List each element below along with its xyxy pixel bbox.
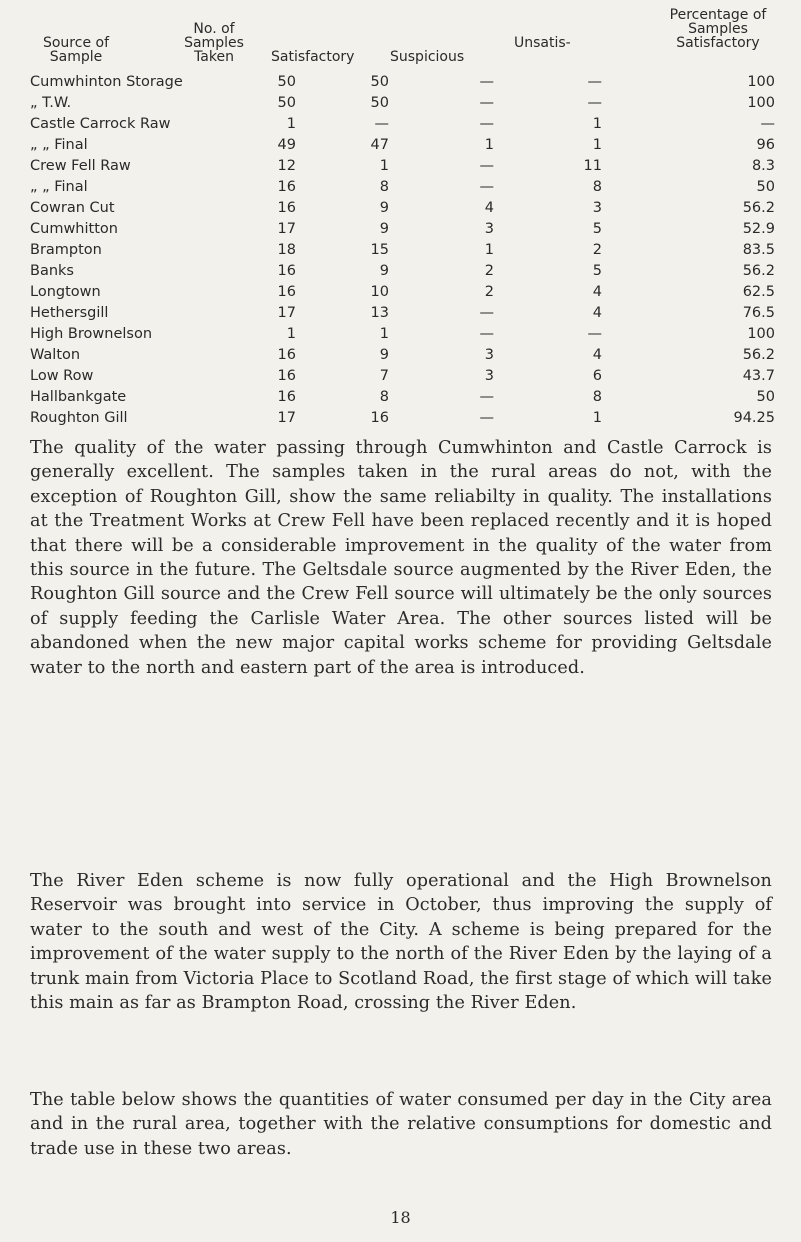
percentage-cell: —	[760, 116, 775, 132]
samples-taken-cell: 49	[277, 137, 296, 153]
page-number: 18	[390, 1208, 411, 1227]
percentage-cell: 83.5	[742, 242, 775, 258]
header-unsatisfactory: Unsatis-	[514, 35, 571, 51]
samples-taken-cell: 18	[277, 242, 296, 258]
table-row	[30, 366, 775, 387]
table-row	[30, 114, 775, 135]
suspicious-cell: —	[479, 74, 494, 90]
table-row	[30, 387, 775, 408]
header-satisfactory: Satisfactory	[271, 49, 355, 65]
suspicious-cell: 4	[484, 200, 494, 216]
source-cell: Hethersgill	[30, 305, 109, 321]
unsatisfactory-cell: 1	[592, 410, 602, 426]
unsatisfactory-cell: 4	[592, 347, 602, 363]
percentage-cell: 50	[756, 179, 775, 195]
table-body	[30, 72, 775, 429]
source-cell: Roughton Gill	[30, 410, 128, 426]
suspicious-cell: —	[479, 179, 494, 195]
suspicious-cell: —	[479, 305, 494, 321]
suspicious-cell: —	[479, 95, 494, 111]
unsatisfactory-cell: 6	[592, 368, 602, 384]
samples-taken-cell: 50	[277, 74, 296, 90]
table-row	[30, 219, 775, 240]
satisfactory-cell: 9	[379, 221, 389, 237]
percentage-cell: 52.9	[742, 221, 775, 237]
unsatisfactory-cell: 1	[592, 137, 602, 153]
satisfactory-cell: 1	[379, 158, 389, 174]
source-cell: Crew Fell Raw	[30, 158, 131, 174]
samples-taken-cell: 17	[277, 305, 296, 321]
suspicious-cell: 2	[484, 263, 494, 279]
paragraph-table-intro: The table below shows the quantities of water consumed per day in the City area and in the rural area, together with the relative consumptions for domestic and trade use in these two areas.	[30, 1090, 772, 1159]
satisfactory-cell: 13	[370, 305, 389, 321]
percentage-cell: 62.5	[742, 284, 775, 300]
table-row	[30, 240, 775, 261]
satisfactory-cell: 16	[370, 410, 389, 426]
percentage-cell: 43.7	[742, 368, 775, 384]
satisfactory-cell: 9	[379, 200, 389, 216]
source-cell: „ „ Final	[30, 179, 88, 195]
source-cell: Cumwhitton	[30, 221, 118, 237]
suspicious-cell: 3	[484, 368, 494, 384]
table-row	[30, 177, 775, 198]
percentage-cell: 94.25	[733, 410, 775, 426]
samples-taken-cell: 16	[277, 284, 296, 300]
table-row	[30, 282, 775, 303]
unsatisfactory-cell: 11	[583, 158, 602, 174]
unsatisfactory-cell: 8	[592, 389, 602, 405]
samples-taken-cell: 16	[277, 368, 296, 384]
unsatisfactory-cell: 5	[592, 263, 602, 279]
satisfactory-cell: 47	[370, 137, 389, 153]
suspicious-cell: 3	[484, 347, 494, 363]
satisfactory-cell: 15	[370, 242, 389, 258]
samples-taken-cell: 16	[277, 347, 296, 363]
table-row	[30, 261, 775, 282]
suspicious-cell: 2	[484, 284, 494, 300]
table-row	[30, 324, 775, 345]
unsatisfactory-cell: 2	[592, 242, 602, 258]
samples-taken-cell: 17	[277, 410, 296, 426]
header-source: Source of Sample	[42, 35, 110, 65]
suspicious-cell: —	[479, 410, 494, 426]
source-cell: Brampton	[30, 242, 102, 258]
percentage-cell: 100	[747, 326, 775, 342]
samples-taken-cell: 50	[277, 95, 296, 111]
satisfactory-cell: 7	[379, 368, 389, 384]
header-percentage: Percentage of Samples Satisfactory	[669, 7, 767, 51]
table-row	[30, 198, 775, 219]
suspicious-cell: —	[479, 389, 494, 405]
table-row	[30, 93, 775, 114]
table-row	[30, 72, 775, 93]
source-cell: High Brownelson	[30, 326, 153, 342]
source-cell: Banks	[30, 263, 74, 279]
percentage-cell: 100	[747, 95, 775, 111]
source-cell: Cumwhinton Storage	[30, 74, 183, 90]
table-row	[30, 345, 775, 366]
table-row	[30, 156, 775, 177]
source-cell: Low Row	[30, 368, 94, 384]
percentage-cell: 8.3	[751, 158, 775, 174]
table-row	[30, 303, 775, 324]
satisfactory-cell: 50	[370, 95, 389, 111]
unsatisfactory-cell: —	[587, 95, 602, 111]
unsatisfactory-cell: —	[587, 326, 602, 342]
suspicious-cell: —	[479, 116, 494, 132]
source-cell: Castle Carrock Raw	[30, 116, 171, 132]
percentage-cell: 96	[756, 137, 775, 153]
satisfactory-cell: 8	[379, 179, 389, 195]
table-row	[30, 408, 775, 429]
percentage-cell: 76.5	[742, 305, 775, 321]
percentage-cell: 100	[747, 74, 775, 90]
samples-taken-cell: 1	[286, 116, 296, 132]
satisfactory-cell: —	[374, 116, 389, 132]
samples-taken-cell: 12	[277, 158, 296, 174]
source-cell: Hallbankgate	[30, 389, 127, 405]
unsatisfactory-cell: 4	[592, 284, 602, 300]
unsatisfactory-cell: 8	[592, 179, 602, 195]
table-row	[30, 135, 775, 156]
unsatisfactory-cell: —	[587, 74, 602, 90]
satisfactory-cell: 50	[370, 74, 389, 90]
unsatisfactory-cell: 1	[592, 116, 602, 132]
percentage-cell: 56.2	[742, 200, 775, 216]
samples-taken-cell: 16	[277, 263, 296, 279]
satisfactory-cell: 1	[379, 326, 389, 342]
unsatisfactory-cell: 3	[592, 200, 602, 216]
suspicious-cell: —	[479, 326, 494, 342]
satisfactory-cell: 9	[379, 347, 389, 363]
satisfactory-cell: 10	[370, 284, 389, 300]
samples-taken-cell: 16	[277, 389, 296, 405]
source-cell: Longtown	[30, 284, 101, 300]
samples-taken-cell: 17	[277, 221, 296, 237]
unsatisfactory-cell: 5	[592, 221, 602, 237]
samples-taken-cell: 1	[286, 326, 296, 342]
header-suspicious: Suspicious	[390, 49, 465, 65]
unsatisfactory-cell: 4	[592, 305, 602, 321]
suspicious-cell: —	[479, 158, 494, 174]
percentage-cell: 50	[756, 389, 775, 405]
suspicious-cell: 3	[484, 221, 494, 237]
samples-taken-cell: 16	[277, 200, 296, 216]
source-cell: „ „ Final	[30, 137, 88, 153]
source-cell: Cowran Cut	[30, 200, 115, 216]
satisfactory-cell: 9	[379, 263, 389, 279]
paragraph-river-eden: The River Eden scheme is now fully operational and the High Brownelson Reservoir was brought into service in October, thus improving the supply of water to the south and west of the City. A scheme is being prepared for the improvement of the water supply to the north of the River Eden by the laying of a trunk main from Victoria Place to Scotland Road, the first stage of which will take this main as far as Brampton Road, crossing the River Eden.	[30, 871, 772, 1014]
samples-taken-cell: 16	[277, 179, 296, 195]
paragraph-quality: The quality of the water passing through Cumwhinton and Castle Carrock is generally excellent. The samples taken in the rural areas do not, with the exception of Roughton Gill, show the same reliabilty in quality. The installations at the Treatment Works at Crew Fell have been replaced recently and it is hoped that there will be a considerable improvement in the quality of the water from this source in the future. The Geltsdale source augmented by the River Eden, the Roughton Gill source and the Crew Fell source will ultimately be the only sources of supply feeding the Carlisle Water Area. The other sources listed will be abandoned when the new major capital works scheme for providing Geltsdale water to the north and eastern part of the area is introduced.	[30, 438, 772, 678]
suspicious-cell: 1	[484, 137, 494, 153]
header-samples-taken: No. of Samples Taken	[184, 21, 244, 65]
water-samples-table	[30, 72, 775, 429]
satisfactory-cell: 8	[379, 389, 389, 405]
source-cell: Walton	[30, 347, 81, 363]
source-cell: „ T.W.	[30, 95, 72, 111]
suspicious-cell: 1	[484, 242, 494, 258]
percentage-cell: 56.2	[742, 347, 775, 363]
percentage-cell: 56.2	[742, 263, 775, 279]
